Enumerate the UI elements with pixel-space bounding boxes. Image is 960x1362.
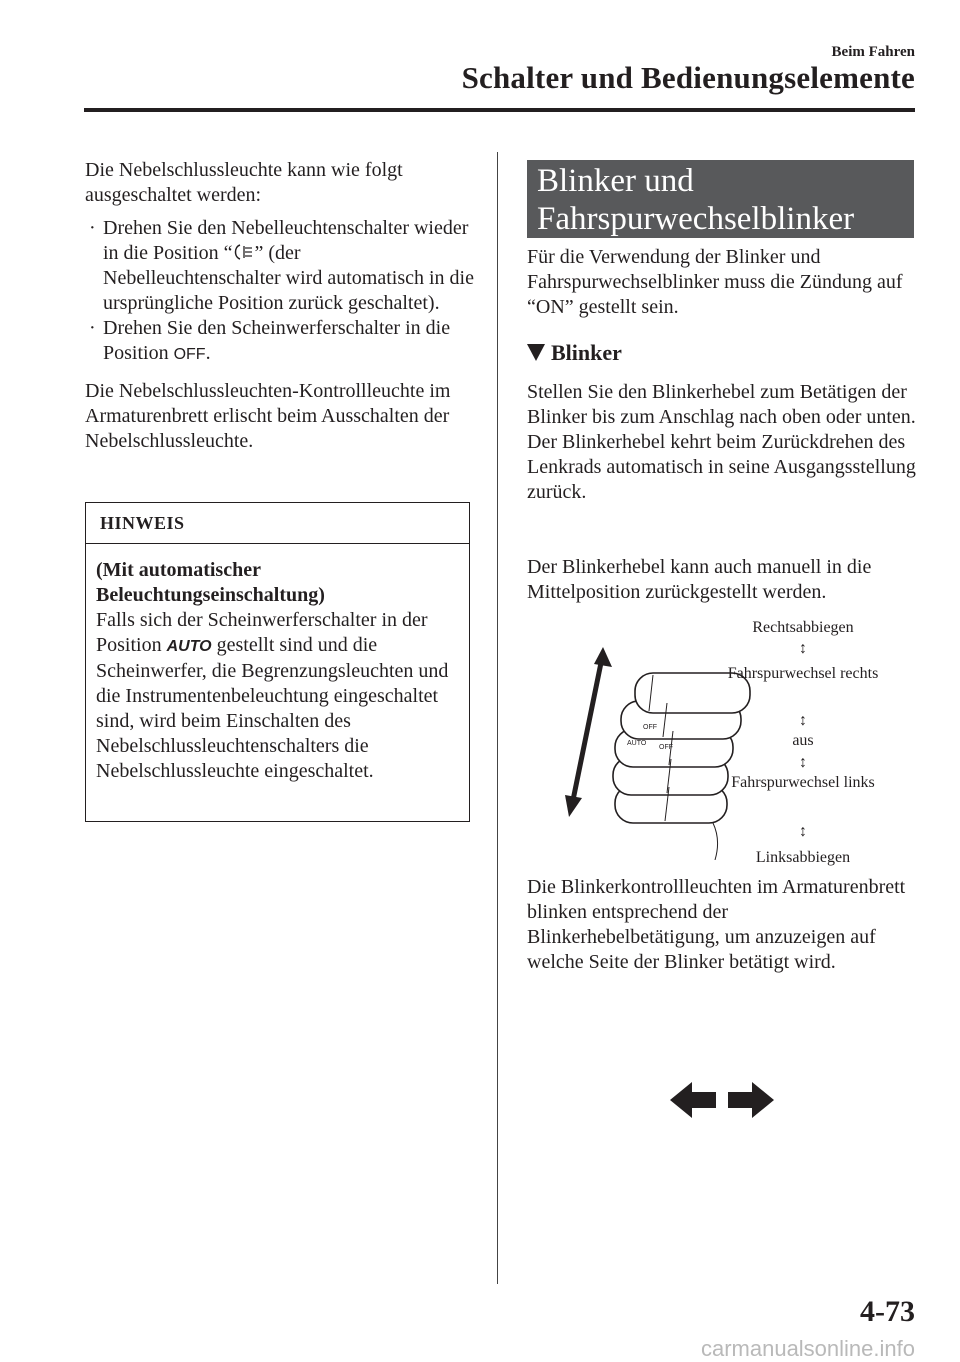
bullet-item: · Drehen Sie den Scheinwerferschalter in die Position OFF. <box>89 317 451 364</box>
bullet-text-start: Drehen Sie den Nebelleuchtenschalter wieder in die Position “ <box>103 217 469 264</box>
label-aus: aus <box>792 732 814 749</box>
label-rechtsabbiegen: Rechtsabbiegen <box>752 619 854 636</box>
page-title: Schalter und Bedienungselemente <box>461 60 915 95</box>
note-subheading: (Mit automatischer Beleuchtungseinschaltung) <box>96 559 325 606</box>
updown-arrow-icon: ↕ <box>799 640 807 657</box>
page-nav <box>670 1080 780 1120</box>
left-column <box>85 158 475 454</box>
blinker-paragraph-2: Der Blinkerhebel kann auch manuell in die Mittelposition zurückgestellt werden. <box>527 556 872 603</box>
lever-mark-auto: AUTO <box>627 740 647 747</box>
blinker-paragraph-3: Die Blinkerkontrollleuchten im Armaturenbrett blinken entsprechend der Blinkerhebelbetätigung, um anzuzeigen auf welche Seite der Blinker betätigt wird. <box>527 876 906 973</box>
header-section: Beim Fahren <box>831 44 915 60</box>
note-heading: HINWEIS <box>86 503 469 544</box>
lever-mark-off: OFF <box>659 744 673 751</box>
subsection-heading <box>527 340 622 366</box>
note-text-start: Falls sich der Scheinwerferschalter in der Position <box>96 609 428 656</box>
label-fahrspurwechsel-links: Fahrspurwechsel links <box>731 774 875 791</box>
right-intro: Für die Verwendung der Blinker und Fahrspurwechselblinker muss die Zündung auf “ON” gestellt sein. <box>527 246 903 318</box>
front-fog-light-icon <box>232 242 254 262</box>
bullet-item: · Drehen Sie den Nebelleuchtenschalter wieder in die Position “ ” (der Nebelleuchtenschalter wird automatisch in die ursprüngliche Position zurück geschaltet). <box>89 217 474 314</box>
watermark: carmanualsonline.info <box>700 1336 915 1361</box>
updown-arrow-icon: ↕ <box>799 712 807 729</box>
triangle-bullet-icon <box>527 344 545 361</box>
note-box <box>85 502 470 822</box>
note-text <box>96 608 459 784</box>
previous-page-arrow-icon[interactable] <box>670 1080 716 1120</box>
updown-arrow-icon: ↕ <box>799 823 807 840</box>
lever-mark-off: OFF <box>643 724 657 731</box>
section-banner: Blinker und Fahrspurwechselblinker <box>527 160 914 238</box>
kontrollleuchte-paragraph: Die Nebelschlussleuchten-Kontrollleuchte im Armaturenbrett erlischt beim Ausschalten der Nebelschlussleuchte. <box>85 380 451 452</box>
blinker-paragraph-1: Stellen Sie den Blinkerhebel zum Betätigen der Blinker bis zum Anschlag nach oben oder unten. Der Blinkerhebel kehrt beim Zurückdrehen des Lenkrads automatisch in seine Ausgangsstellung zurück. <box>527 381 916 503</box>
bullet-list <box>85 216 475 367</box>
note-text-end: gestellt sind und die Scheinwerfer, die Begrenzungsleuchten und die Instrumentenbeleuchtung eingeschaltet sind, wird beim Einschalten des Nebelschlussleuchtenschalters die Nebelschlussleuchte eingeschaltet. <box>96 634 449 782</box>
label-fahrspurwechsel-rechts: Fahrspurwechsel rechts <box>727 665 879 682</box>
note-body <box>86 544 469 784</box>
next-page-arrow-icon[interactable] <box>728 1080 774 1120</box>
bullet-text-end: . <box>205 342 211 364</box>
label-linksabbiegen: Linksabbiegen <box>755 849 851 866</box>
page-number: 4-73 <box>860 1295 915 1328</box>
turn-signal-figure <box>563 615 883 870</box>
bullet-text-end: ” (der Nebelleuchtenschalter wird automatisch in die ursprüngliche Position zurück geschaltet). <box>103 242 474 314</box>
intro-paragraph: Die Nebelschlussleuchte kann wie folgt ausgeschaltet werden: <box>85 159 403 206</box>
bullet-text-start: Drehen Sie den Scheinwerferschalter in die Position <box>103 317 451 364</box>
header-rule <box>84 108 915 112</box>
subsection-title: Blinker <box>551 340 622 365</box>
off-position-code: OFF <box>173 346 206 363</box>
column-divider <box>497 152 498 1284</box>
updown-arrow-icon: ↕ <box>799 754 807 771</box>
auto-position-code: AUTO <box>166 638 212 655</box>
